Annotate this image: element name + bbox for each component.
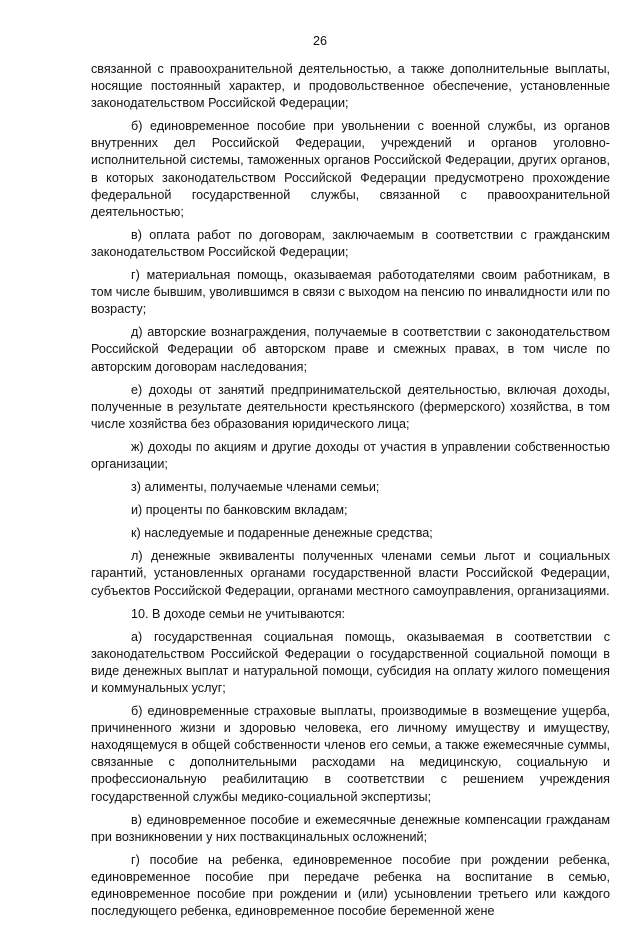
paragraph-item-k: к) наследуемые и подаренные денежные средства; bbox=[131, 526, 433, 541]
paragraph-item-zh: ж) доходы по акциям и другие доходы от участия в управлении собственностью организации; bbox=[91, 439, 610, 471]
paragraph-item-i: и) проценты по банковским вкладам; bbox=[131, 503, 348, 518]
page-number: 26 bbox=[312, 34, 327, 48]
paragraph-item-z: з) алименты, получаемые членами семьи; bbox=[131, 480, 380, 495]
paragraph-item-e: е) доходы от занятий предпринимательской деятельностью, включая доходы, полученные в результате деятельности крестьянского (фермерского) хозяйства, в том числе хозяйства без образования юридического лица; bbox=[91, 382, 610, 431]
paragraph-10-item-a: а) государственная социальная помощь, оказываемая в соответствии с законодательством Российской Федерации о государственной социальной помощи в виде денежных выплат и натуральной помощи, субсидия на оплату жилого помещения и коммунальных услуг; bbox=[91, 629, 610, 695]
paragraph-item-l: л) денежные эквиваленты полученных членами семьи льгот и социальных гарантий, установленных органами государственной власти Российской Федерации, субъектов Российской Федерации, органами местного самоуправления, организациями. bbox=[91, 549, 610, 598]
paragraph-10-item-b: б) единовременные страховые выплаты, производимые в возмещение ущерба, причиненного жизни и здоровью человека, его личному имуществу и имуществу, находящемуся в общей собственности членов его семьи, а также ежемесячные суммы, связанные с дополнительными расходами на медицинскую, социальную и профессиональную реабилитацию в соответствии с решением учреждения государственной службы медико-социальной экспертизы; bbox=[91, 704, 610, 804]
paragraph-10-item-v: в) единовременное пособие и ежемесячные денежные компенсации гражданам при возникновении у них поствакцинальных осложнений; bbox=[91, 812, 610, 844]
paragraph-item-d: д) авторские вознаграждения, получаемые в соответствии с законодательством Российской Федерации об авторском праве и смежных правах, в том числе по авторским договорам наследования; bbox=[91, 325, 610, 374]
paragraph-item-g: г) материальная помощь, оказываемая работодателями своим работникам, в том числе бывшим, уволившимся в связи с выходом на пенсию по инвалидности или по возрасту; bbox=[91, 268, 610, 317]
paragraph-item-v: в) оплата работ по договорам, заключаемым в соответствии с гражданским законодательством Российской Федерации; bbox=[91, 227, 610, 259]
document-body bbox=[91, 61, 610, 926]
paragraph-10-item-g: г) пособие на ребенка, единовременное пособие при рождении ребенка, единовременное пособие при передаче ребенка на воспитание в семью, единовременное пособие при рождении и (или) усыновлении третьего или каждого последующего ребенка, единовременное пособие беременной жене bbox=[91, 852, 610, 919]
paragraph-item-b: б) единовременное пособие при увольнении с военной службы, из органов внутренних дел Российской Федерации, учреждений и органов уголовно-исполнительной системы, таможенных органов Российской Федерации, других органов, в которых законодательством Российской Федерации предусмотрено прохождение федеральной государственной службы, связанной с правоохранительной деятельностью; bbox=[91, 119, 610, 219]
paragraph-continuation: связанной с правоохранительной деятельностью, а также дополнительные выплаты, носящие постоянный характер, и продовольственное обеспечение, установленные законодательством Российской Федерации; bbox=[91, 62, 610, 111]
section-10-heading: 10. В доходе семьи не учитываются: bbox=[131, 606, 346, 621]
